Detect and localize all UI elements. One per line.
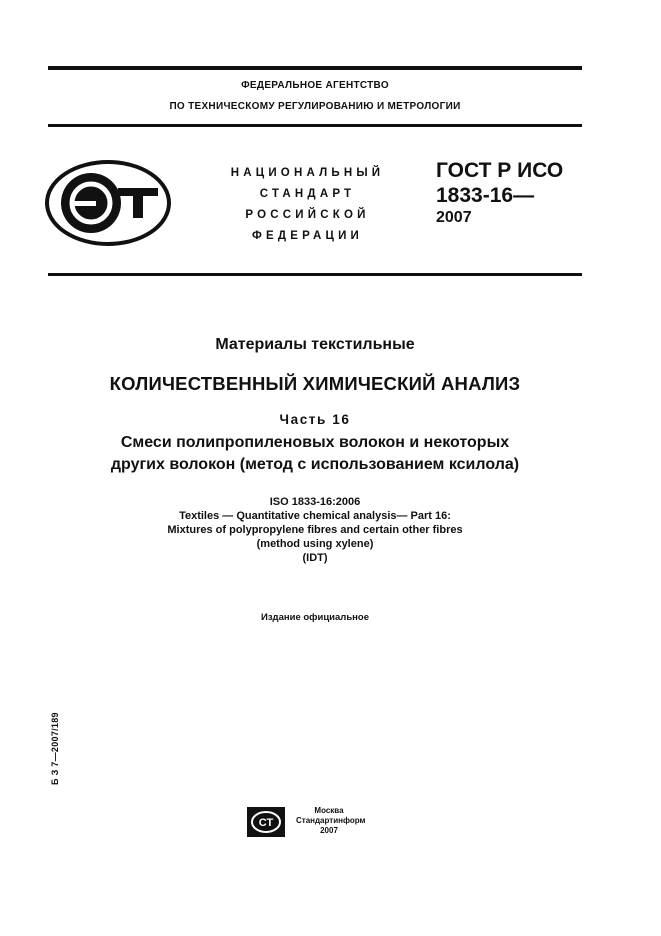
national-line-3: РОССИЙСКОЙ bbox=[245, 209, 370, 221]
iso-line-2: Textiles — Quantitative chemical analysis— Part 16: bbox=[179, 510, 451, 522]
publisher-info bbox=[296, 806, 366, 836]
agency-line-1: ФЕДЕРАЛЬНОЕ АГЕНТСТВО bbox=[241, 80, 389, 91]
national-line-1: НАЦИОНАЛЬНЫЙ bbox=[230, 167, 385, 179]
publisher-city: Москва bbox=[314, 806, 344, 815]
national-standard-block bbox=[210, 163, 405, 247]
agency-line-2: ПО ТЕХНИЧЕСКОМУ РЕГУЛИРОВАНИЮ И МЕТРОЛОГИИ bbox=[169, 101, 461, 112]
designation-line-1: ГОСТ Р ИСО bbox=[436, 159, 564, 182]
publisher-logo-icon bbox=[246, 806, 286, 838]
designation-line-2: 1833-16— bbox=[436, 184, 535, 207]
iso-line-3: Mixtures of polypropylene fibres and certain other fibres bbox=[167, 524, 463, 536]
publisher-year: 2007 bbox=[320, 826, 338, 835]
iso-reference bbox=[40, 495, 590, 565]
subtitle-line-1: Смеси полипропиленовых волокон и некоторых bbox=[120, 434, 510, 451]
national-line-4: ФЕДЕРАЦИИ bbox=[251, 230, 364, 242]
publisher-name: Стандартинформ bbox=[296, 816, 366, 825]
subtitle bbox=[40, 432, 590, 476]
top-rule-thick bbox=[48, 66, 582, 70]
iso-line-4: (method using xylene) bbox=[256, 538, 374, 550]
official-edition: Издание официальное bbox=[261, 612, 369, 623]
agency-rule bbox=[48, 124, 582, 127]
standard-designation bbox=[436, 158, 563, 228]
iso-line-1: ISO 1833-16:2006 bbox=[269, 496, 361, 508]
materials-title: Материалы текстильные bbox=[215, 336, 415, 353]
national-line-2: СТАНДАРТ bbox=[259, 188, 356, 200]
subtitle-line-2: других волокон (метод с использованием ксилола) bbox=[110, 456, 520, 473]
gost-r-logo-icon bbox=[45, 160, 171, 246]
part-number: Часть 16 bbox=[279, 412, 351, 427]
side-code: Б З 7—2007/189 bbox=[50, 712, 60, 785]
publisher-logo-text: СТ bbox=[258, 817, 274, 829]
header-bottom-rule bbox=[48, 273, 582, 276]
main-title: КОЛИЧЕСТВЕННЫЙ ХИМИЧЕСКИЙ АНАЛИЗ bbox=[109, 373, 521, 394]
iso-line-5: (IDT) bbox=[302, 552, 328, 564]
designation-line-3: 2007 bbox=[436, 209, 472, 226]
